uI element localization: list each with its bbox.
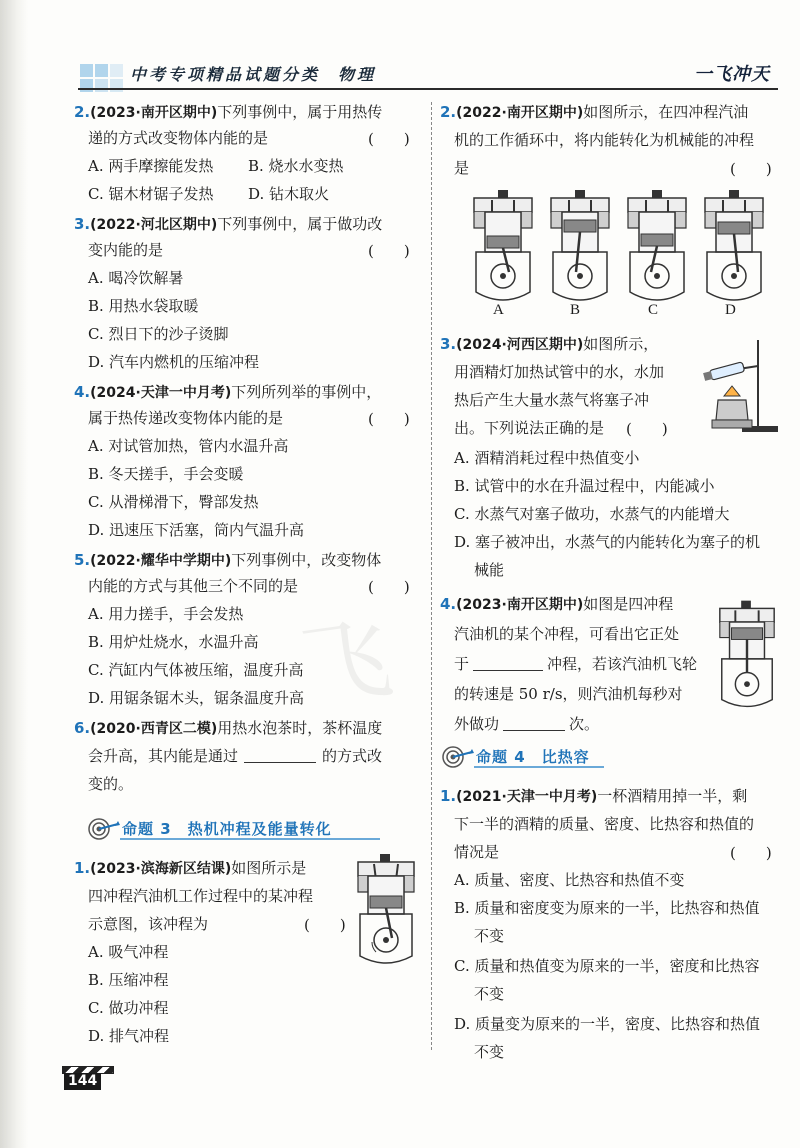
engine-part [718,222,750,234]
engine-stroke-figure [352,852,420,968]
engine-part [654,273,660,279]
option-b: B. 烧水水变热 [248,157,344,175]
question-text: 外做功 [454,715,500,733]
question-number: 3. [440,335,457,353]
option-a: A. 对试管加热，管内水温升高 [88,437,289,455]
option-c-continued: 不变 [474,985,505,1003]
option-b: B. 用炉灶烧水，水温升高 [88,633,259,651]
figure-label-a: A [493,302,504,318]
question-text: 变内能的是 [88,241,164,259]
question-4-stem [74,382,381,403]
section-heading-3 [86,816,416,840]
header-title [130,62,376,85]
engine-diagram-b [551,190,609,300]
question-number: 1. [440,787,457,805]
question-6-stem [74,718,382,739]
engine-part [474,198,532,212]
page-number: 144 [64,1073,101,1090]
engine-part [500,273,506,279]
engine-part [598,212,609,228]
option-c: C. 质量和热值变为原来的一半，密度和比热容 [454,957,760,975]
question-text: 示意图，该冲程为 [88,915,209,933]
engine-part [551,198,609,212]
right-question-4-stem [440,594,673,615]
question-text: 一杯酒精用掉一半，剩 [597,787,748,805]
page-number-badge [62,1066,114,1092]
answer-paren[interactable]: ( ) [368,130,410,148]
engine-part [564,220,596,232]
question-text: 的方式改 [322,747,383,765]
question-source: (2023·南开区期中) [456,597,584,613]
brand-logo: 一飞冲天 [694,64,770,85]
question-text: 下一半的酒精的质量、密度、比热容和热值的 [454,815,755,833]
question-number: 5. [74,551,91,569]
answer-paren[interactable]: ( ) [730,160,772,178]
figure-label-d: D [725,302,736,318]
engine-part [705,212,716,228]
engine-strokes-svg [470,188,770,308]
answer-paren[interactable]: ( ) [368,410,410,428]
engine-part [705,198,763,212]
question-text: 于 [454,655,470,673]
right-question-4-line5 [454,714,599,734]
option-a: A. 用力搓手，手会发热 [88,605,244,623]
question-text: 是 [454,159,470,177]
question-text: 用热水泡茶时，茶杯温度 [217,719,383,737]
engine-part [521,212,532,228]
option-c: C. 锯木材锯子发热 [88,185,214,203]
question-number: 6. [74,719,91,737]
section3-question-1-stem [74,858,306,879]
answer-paren[interactable]: ( ) [626,420,668,438]
question-6-line2 [88,746,382,766]
question-number: 4. [74,383,91,401]
answer-paren[interactable]: ( ) [368,578,410,596]
question-text: 冲程，若该汽油机飞轮 [547,655,698,673]
answer-paren[interactable]: ( ) [730,844,772,862]
option-a: A. 质量、密度、比热容和热值不变 [454,871,685,889]
question-text: 如图所示， [583,335,659,353]
answer-paren[interactable]: ( ) [368,242,410,260]
book-title: 中考专项精品试题分类 [130,65,321,84]
option-d-continued: 不变 [474,1043,505,1061]
question-source: (2024·天津一中月考) [90,385,232,401]
right-question-3-stem [440,334,658,355]
question-number: 3. [74,215,91,233]
question-text: 如图所示，在四冲程汽油 [583,103,749,121]
option-b-continued: 不变 [474,927,505,945]
question-text: 如图所示是 [231,859,307,877]
engine-part [628,198,686,212]
engine-part [675,212,686,228]
question-text: 的转速是 50 r/s，则汽油机每秒对 [454,685,683,703]
option-c: C. 从滑梯滑下，臀部发热 [88,493,259,511]
option-b: B. 质量和密度变为原来的一半，比热容和热值 [454,899,760,917]
figure-label-c: C [648,302,659,318]
question-number: 1. [74,859,91,877]
section-title: 命题 4 比热容 [476,748,590,766]
question-text: 热后产生大量水蒸气将塞子冲 [454,391,650,409]
engine-part [577,273,583,279]
question-3-stem [74,214,382,235]
question-source: (2023·南开区期中) [90,105,218,121]
question-text: 汽油机的某个冲程，可看出它正处 [454,625,680,643]
section-underline [474,766,604,768]
engine-strokes-figure [470,188,770,308]
test-tube-heating-figure [702,336,780,436]
option-b: B. 用热水袋取暖 [88,297,199,315]
page-binding-shadow [0,0,28,1148]
option-a: A. 两手摩擦能发热 [88,157,214,175]
engine-part [641,234,673,246]
question-text: 四冲程汽油机工作过程中的某冲程 [88,887,314,905]
header-rule [78,88,778,90]
fill-blank[interactable] [503,715,565,731]
watermark: 飞 [294,605,399,722]
option-a: A. 酒精消耗过程中热值变小 [454,449,640,467]
option-d-continued: 械能 [474,561,505,579]
option-d: D. 汽车内燃机的压缩冲程 [88,353,260,371]
question-text: 变的。 [88,775,134,793]
engine-diagram-a [474,190,532,300]
option-a: A. 喝冷饮解暑 [88,269,184,287]
engine-part [752,212,763,228]
question-source: (2024·河西区期中) [456,337,584,353]
engine-part [628,212,639,228]
question-text: 属于热传递改变物体内能的是 [88,409,284,427]
option-a: A. 吸气冲程 [88,943,169,961]
question-source: (2022·河北区期中) [90,217,218,233]
section-title: 命题 3 热机冲程及能量转化 [122,820,332,838]
question-text: 递的方式改变物体内能的是 [88,129,269,147]
question-source: (2022·南开区期中) [456,105,584,121]
question-source: (2020·西青区二模) [90,721,218,737]
question-text: 次。 [569,715,600,733]
question-source: (2022·耀华中学期中) [90,553,232,569]
option-c: C. 水蒸气对塞子做功，水蒸气的内能增大 [454,505,730,523]
engine-part [551,212,562,228]
page-header [68,58,788,94]
option-c: C. 汽缸内气体被压缩，温度升高 [88,661,304,679]
fill-blank[interactable] [244,747,316,763]
option-b: B. 压缩冲程 [88,971,169,989]
engine-diagram-d [705,190,763,300]
engine-diagram-c [628,190,686,300]
subject-name: 物理 [338,65,377,84]
option-c: C. 烈日下的沙子烫脚 [88,325,229,343]
question-text: 用酒精灯加热试管中的水，水加 [454,363,665,381]
option-d: D. 排气冲程 [88,1027,170,1045]
question-source: (2023·滨海新区结课) [90,861,232,877]
engine-part [498,190,508,198]
engine-part [731,273,737,279]
section-underline [120,838,380,840]
question-2-stem [74,102,382,123]
question-5-stem [74,550,381,571]
option-c: C. 做功冲程 [88,999,169,1017]
right-question-2-stem [440,102,748,123]
engine-stroke-figure-2 [714,596,780,714]
option-b: B. 试管中的水在升温过程中，内能减小 [454,477,715,495]
option-d: D. 质量变为原来的一半，密度、比热容和热值 [454,1015,761,1033]
option-d: D. 钻木取火 [248,185,330,203]
figure-label-b: B [570,302,581,318]
engine-part [729,190,739,198]
answer-paren[interactable]: ( ) [304,916,346,934]
column-divider [431,102,432,1050]
question-text: 会升高，其内能是通过 [88,747,239,765]
option-b: B. 冬天搓手，手会变暖 [88,465,244,483]
question-text: 内能的方式与其他三个不同的是 [88,577,299,595]
target-icon [86,816,120,842]
question-number: 2. [440,103,457,121]
question-text: 下列事例中，属于用热传 [217,103,383,121]
engine-part [487,236,519,248]
engine-part [575,190,585,198]
question-text: 机的工作循环中，将内能转化为机械能的冲程 [454,131,755,149]
question-text: 下列所列举的事例中， [231,383,382,401]
fill-blank[interactable] [473,655,543,671]
question-number: 4. [440,595,457,613]
engine-part [474,212,485,228]
question-source: (2021·天津一中月考) [456,789,598,805]
target-icon [440,744,474,770]
option-d: D. 用锯条锯木头，锯条温度升高 [88,689,305,707]
section4-question-1-stem [440,786,747,807]
right-question-4-line3 [454,654,697,674]
engine-part [652,190,662,198]
question-text: 如图是四冲程 [583,595,674,613]
option-d: D. 塞子被冲出，水蒸气的内能转化为塞子的机 [454,533,761,551]
section-heading-4 [440,744,770,768]
question-text: 出。下列说法正确的是 [454,419,605,437]
question-number: 2. [74,103,91,121]
question-text: 情况是 [454,843,500,861]
question-text: 下列事例中，改变物体 [231,551,382,569]
question-text: 下列事例中，属于做功改 [217,215,383,233]
option-d: D. 迅速压下活塞，筒内气温升高 [88,521,305,539]
